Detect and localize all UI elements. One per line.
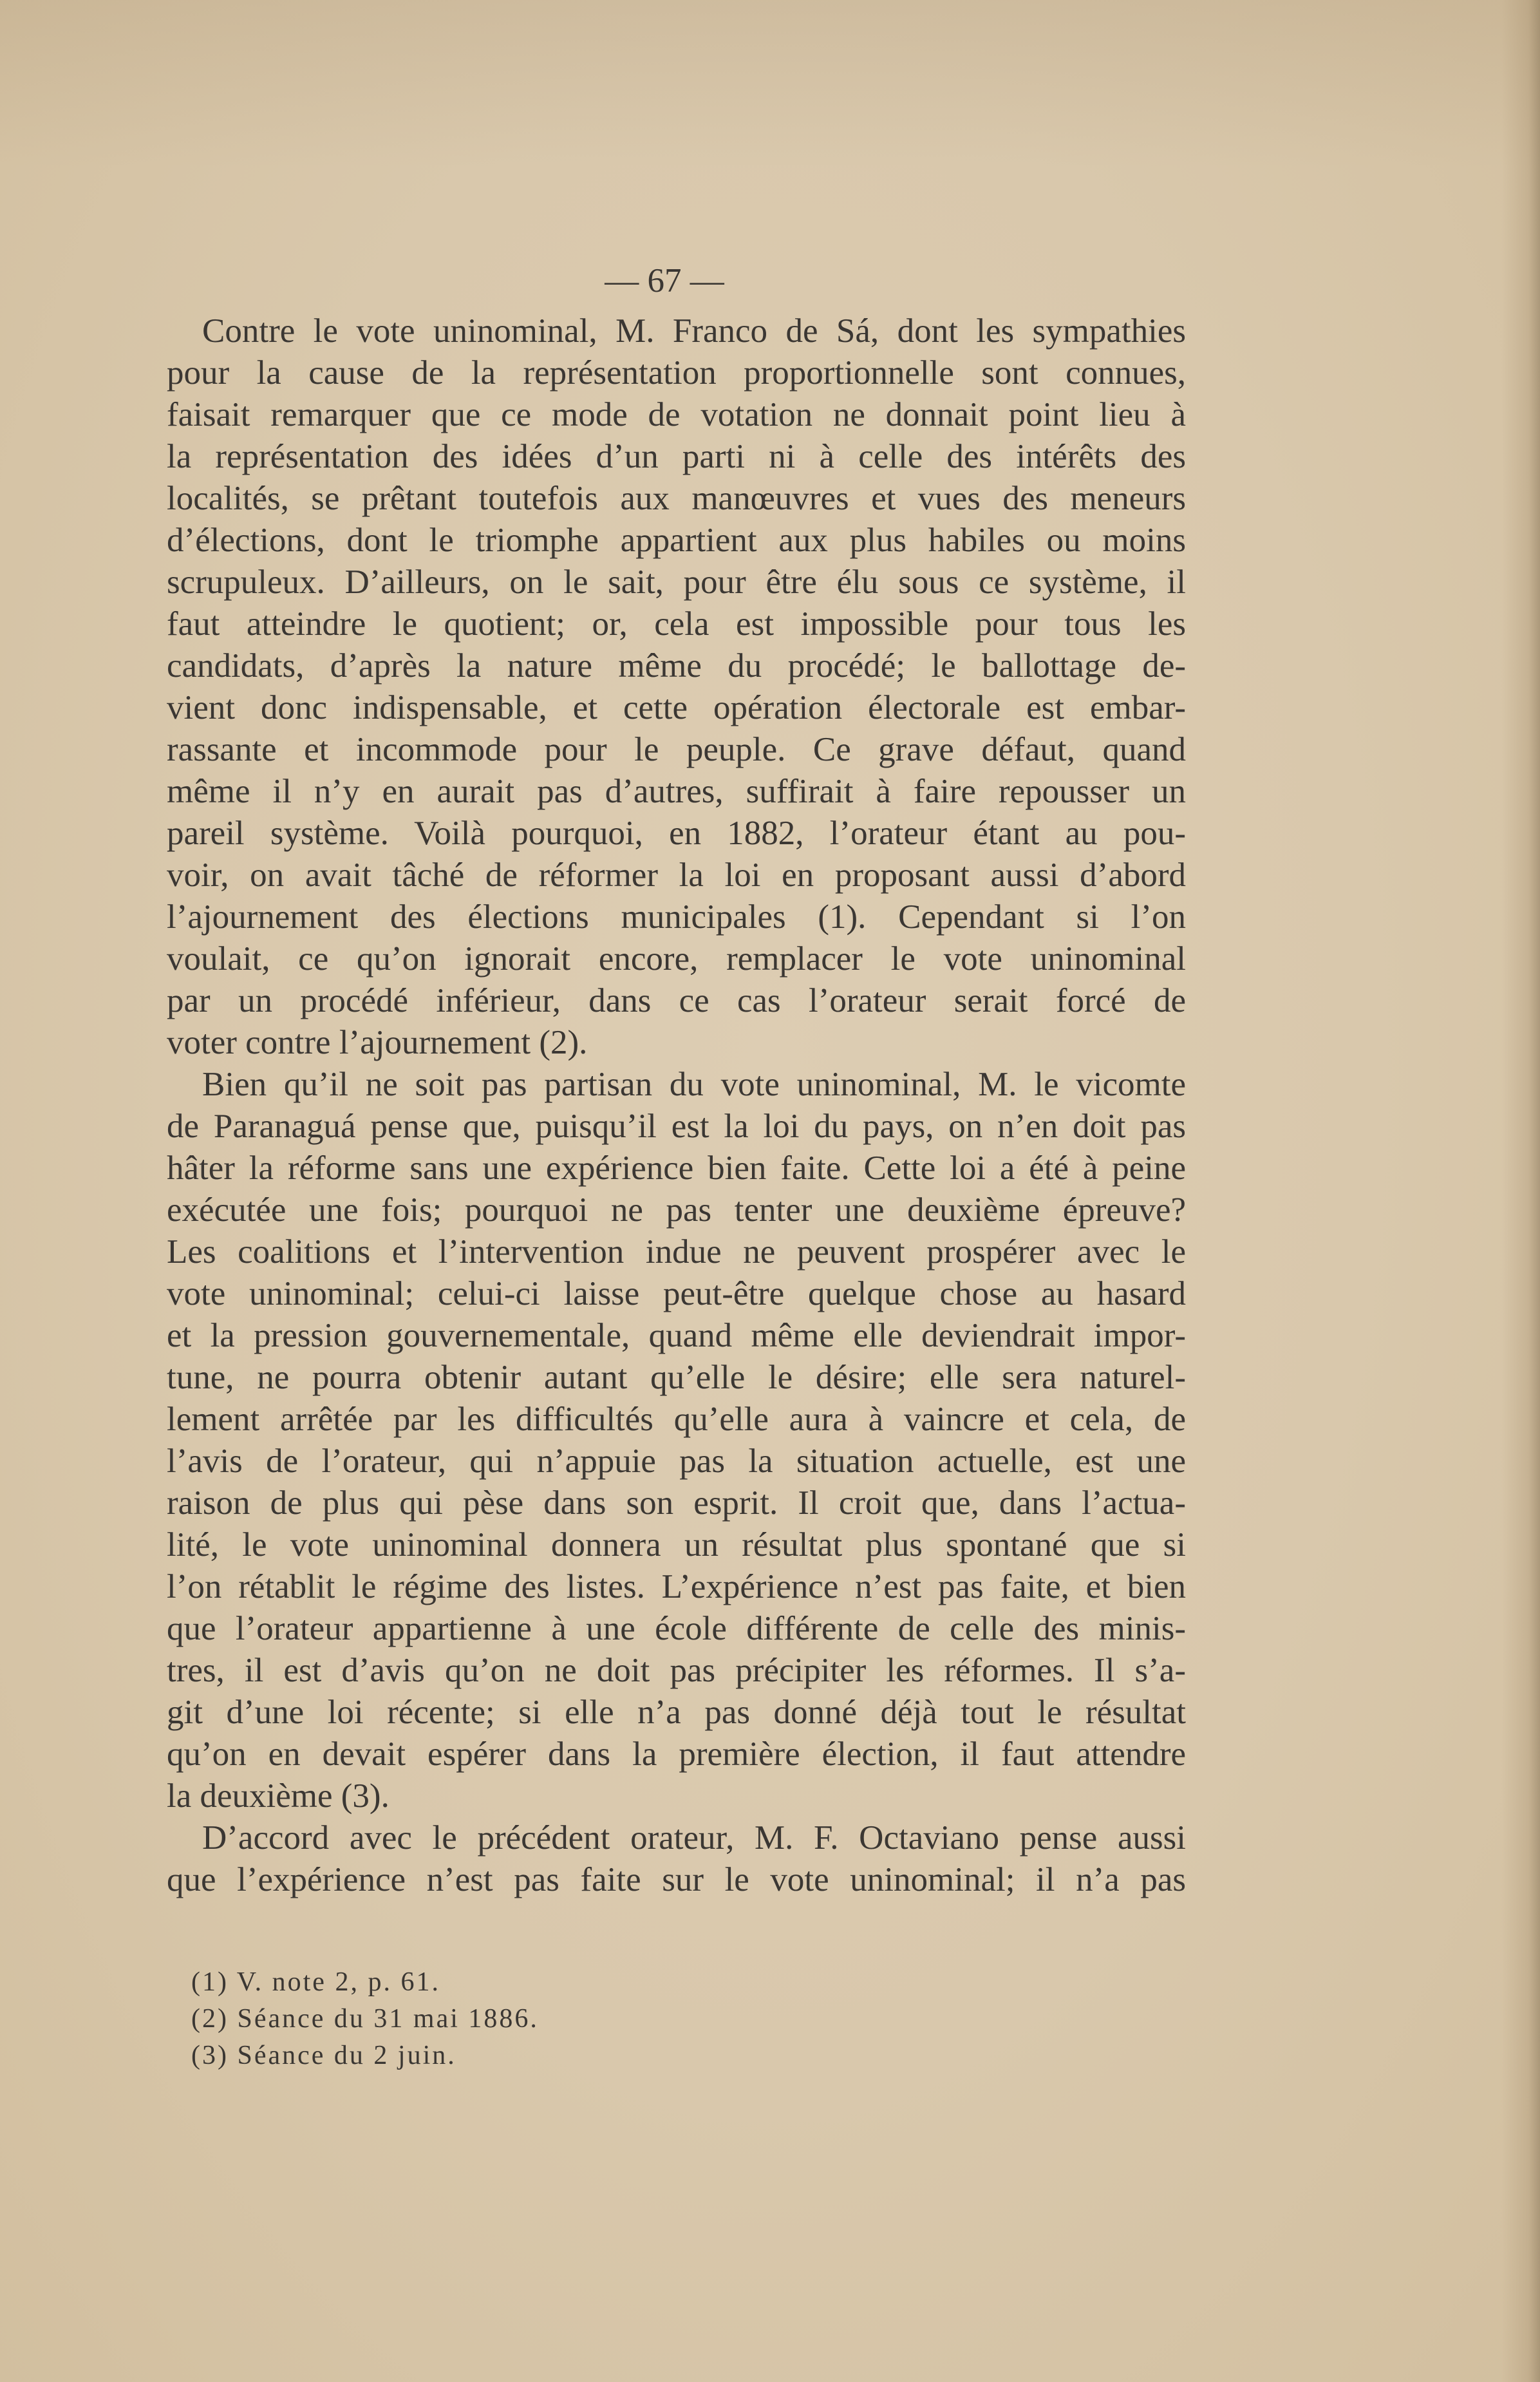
text-line: qu’on en devait espérer dans la première élection, il faut attendre [167, 1735, 1186, 1773]
page-number: — 67 — [605, 262, 724, 299]
paper-shading-top [0, 0, 1540, 167]
text-line: faut atteindre le quotient; or, cela est impossible pour tous les [167, 605, 1186, 643]
text-line: Les coalitions et l’intervention indue ne peuvent prospérer avec le [167, 1233, 1186, 1271]
text-line: d’élections, dont le triomphe appartient aux plus habiles ou moins [167, 522, 1186, 559]
text-line: l’ajournement des élections municipales (1). Cependant si l’on [167, 898, 1186, 936]
text-line: Contre le vote uninominal, M. Franco de Sá, dont les sympathies [202, 312, 1186, 350]
text-line: candidats, d’après la nature même du procédé; le ballottage de- [167, 647, 1186, 685]
text-line: D’accord avec le précédent orateur, M. F. Octaviano pense aussi [202, 1819, 1186, 1857]
text-line: pour la cause de la représentation proportionnelle sont connues, [167, 354, 1186, 392]
text-line: et la pression gouvernementale, quand même elle deviendrait impor- [167, 1317, 1186, 1354]
text-line: voter contre l’ajournement (2). [167, 1024, 588, 1061]
text-line: tres, il est d’avis qu’on ne doit pas précipiter les réformes. Il s’a- [167, 1652, 1186, 1689]
text-line: lité, le vote uninominal donnera un résultat plus spontané que si [167, 1526, 1186, 1564]
text-line: de Paranaguá pense que, puisqu’il est la loi du pays, on n’en doit pas [167, 1108, 1186, 1145]
text-line: l’on rétablit le régime des listes. L’expérience n’est pas faite, et bien [167, 1568, 1186, 1605]
page-edge-shadow [1501, 0, 1540, 2382]
text-line: voir, on avait tâché de réformer la loi en proposant aussi d’abord [167, 856, 1186, 894]
text-line: que l’expérience n’est pas faite sur le vote uninominal; il n’a pas [167, 1861, 1186, 1898]
text-line: pareil système. Voilà pourquoi, en 1882, l’orateur étant au pou- [167, 815, 1186, 852]
footnote-2: (2) Séance du 31 mai 1886. [191, 2004, 539, 2034]
text-line: raison de plus qui pèse dans son esprit. Il croit que, dans l’actua- [167, 1484, 1186, 1522]
footnote-1: (1) V. note 2, p. 61. [191, 1967, 440, 1997]
text-line: hâter la réforme sans une expérience bien faite. Cette loi a été à peine [167, 1149, 1186, 1187]
paragraph-franco-de-sa [167, 310, 1186, 1064]
footnote-3: (3) Séance du 2 juin. [191, 2041, 456, 2070]
text-line: voulait, ce qu’on ignorait encore, remplacer le vote uninominal [167, 940, 1186, 978]
text-line: Bien qu’il ne soit pas partisan du vote uninominal, M. le vicomte [202, 1066, 1186, 1103]
text-line: git d’une loi récente; si elle n’a pas donné déjà tout le résultat [167, 1694, 1186, 1731]
text-line: tune, ne pourra obtenir autant qu’elle le désire; elle sera naturel- [167, 1359, 1186, 1396]
text-line: rassante et incommode pour le peuple. Ce grave défaut, quand [167, 731, 1186, 768]
text-line: la représentation des idées d’un parti ni à celle des intérêts des [167, 438, 1186, 475]
paragraph-paranagua [167, 1064, 1186, 1817]
text-line: faisait remarquer que ce mode de votation ne donnait point lieu à [167, 396, 1186, 433]
text-line: que l’orateur appartienne à une école différente de celle des minis- [167, 1610, 1186, 1647]
text-line: l’avis de l’orateur, qui n’appuie pas la situation actuelle, est une [167, 1442, 1186, 1480]
body-text [167, 310, 1186, 1901]
text-line: par un procédé inférieur, dans ce cas l’orateur serait forcé de [167, 982, 1186, 1019]
text-line: vient donc indispensable, et cette opération électorale est embar- [167, 689, 1186, 726]
text-line: scrupuleux. D’ailleurs, on le sait, pour être élu sous ce système, il [167, 563, 1186, 601]
text-line: vote uninominal; celui-ci laisse peut-être quelque chose au hasard [167, 1275, 1186, 1312]
text-line: la deuxième (3). [167, 1777, 390, 1815]
text-line: lement arrêtée par les difficultés qu’elle aura à vaincre et cela, de [167, 1401, 1186, 1438]
paragraph-octaviano [167, 1817, 1186, 1901]
text-line: même il n’y en aurait pas d’autres, suffirait à faire repousser un [167, 773, 1186, 810]
footnotes [191, 1964, 964, 2074]
text-line: localités, se prêtant toutefois aux manœuvres et vues des meneurs [167, 480, 1186, 517]
text-line: exécutée une fois; pourquoi ne pas tenter une deuxième épreuve? [167, 1191, 1186, 1229]
